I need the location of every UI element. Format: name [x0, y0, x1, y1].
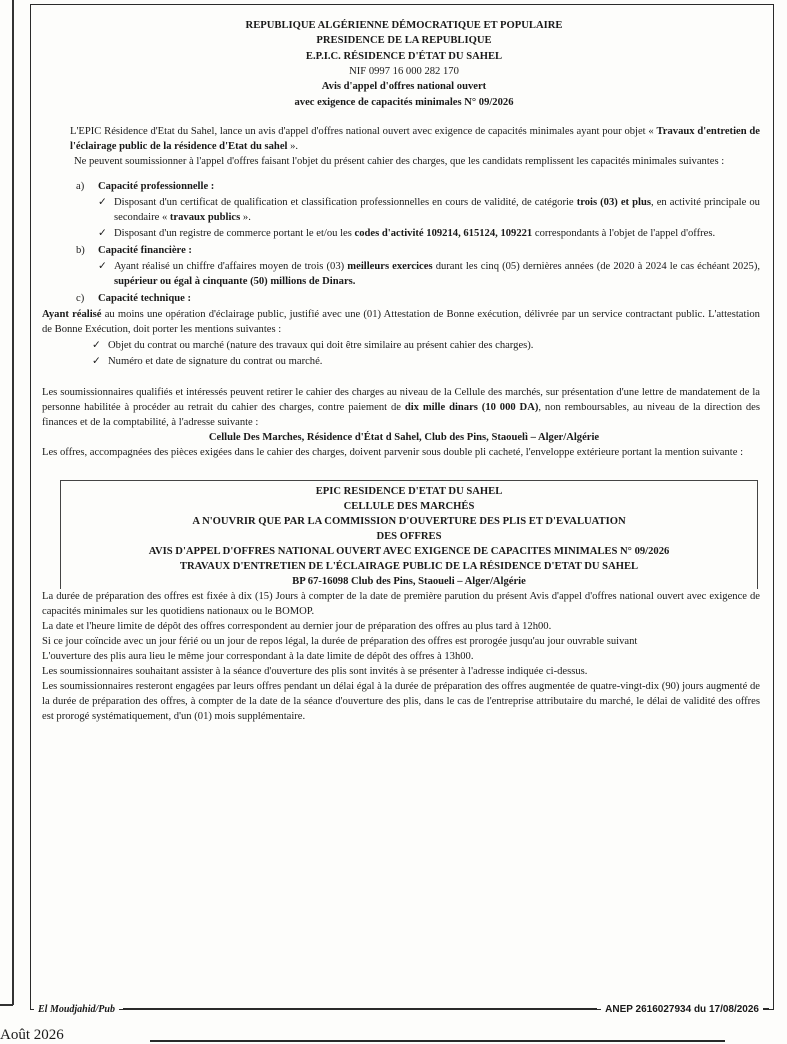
intro-close: ».	[287, 141, 299, 153]
intro-object: Travaux d'entretien de l'éclairage public de la résidence d'Etat du sahel	[70, 126, 761, 153]
envelope-mention-box	[60, 480, 758, 589]
envelope-line-4: DES OFFRES	[376, 530, 442, 542]
check-mark-icon: ✓	[92, 339, 101, 351]
section-a-item-2	[76, 226, 760, 241]
section-b-item-1	[76, 259, 760, 289]
envelope-line-1: EPIC RESIDENCE D'ETAT DU SAHEL	[315, 485, 503, 497]
c-lead: Ayant réalisé	[42, 308, 102, 320]
b1-period: durant les cinq (05) dernières années (de 2020 à 2024 le cas échéant 2025),	[432, 261, 760, 273]
section-c-item-1	[92, 338, 766, 353]
section-b-title: Capacité financière :	[98, 245, 192, 257]
check-mark-icon: ✓	[98, 197, 107, 209]
intro-paragraph	[42, 124, 766, 154]
footer-rule	[123, 1008, 597, 1010]
rule-attendance: Les soumissionnaires souhaitant assister à la séance d'ouverture des plis sont invités à se présenter à l'adresse indiquée ci-dessus.	[42, 666, 588, 678]
eligibility-paragraph: Ne peuvent soumissionner à l'appel d'offres faisant l'objet du présent cahier des charges, que les candidats remplissent les capacités minimales suivantes :	[74, 156, 725, 168]
withdrawal-fee: dix mille dinars (10 000 DA)	[404, 401, 539, 413]
page-bottom-rule	[150, 1040, 725, 1042]
b1-best-years: meilleurs exercices	[347, 261, 433, 273]
a2-text: Disposant d'un registre de commerce portant le et/ou les	[114, 228, 355, 240]
envelope-line-6: TRAVAUX D'ENTRETIEN DE L'ÉCLAIRAGE PUBLIC DE LA RÉSIDENCE D'ETAT DU SAHEL	[179, 560, 639, 572]
procedure-rules	[42, 589, 766, 724]
section-b-letter: b)	[76, 245, 85, 257]
a1-domain: travaux publics	[169, 212, 241, 224]
rule-opening: L'ouverture des plis aura lieu le même jour correspondant à la date limite de dépôt des offres à 13h00.	[42, 651, 474, 663]
a1-close: ».	[240, 212, 251, 224]
page-date: Août 2026	[0, 1027, 64, 1043]
header-presidence: PRESIDENCE DE LA REPUBLIQUE	[316, 35, 492, 47]
b1-amount: supérieur ou égal à cinquante (50) millions de Dinars.	[114, 276, 356, 288]
section-b	[76, 243, 760, 258]
rule-holiday: Si ce jour coïncide avec un jour férié ou un jour de repos légal, la durée de préparation des offres est prorogée jusqu'au jour ouvrable suivant	[42, 636, 638, 648]
a1-text: Disposant d'un certificat de qualification et classification professionnelles en cours de validité, de catégorie	[114, 197, 577, 209]
intro-text: L'EPIC Résidence d'Etat du Sahel, lance un avis d'appel d'offres national ouvert avec exigence de capacités minimales ayant pour objet «	[70, 126, 657, 138]
a2-codes: codes d'activité 109214, 615124, 109221	[354, 228, 533, 240]
section-c	[76, 291, 760, 306]
a2-close: correspondants à l'objet de l'appel d'offres.	[532, 228, 716, 240]
anep-reference: ANEP 2616027934 du 17/08/2026	[601, 1004, 763, 1015]
envelope-line-3: A N'OUVRIR QUE PAR LA COMMISSION D'OUVERTURE DES PLIS ET D'EVALUATION	[192, 515, 626, 527]
publisher-credit: El Moudjahid/Pub	[34, 1004, 119, 1015]
section-c-item-2-text: Numéro et date de signature du contrat ou marché.	[108, 355, 323, 367]
envelope-line-2: CELLULE DES MARCHÉS	[343, 500, 475, 512]
capacity-list	[42, 179, 766, 306]
header-avis-number: avec exigence de capacités minimales N° 09/2026	[294, 96, 514, 108]
left-column-rule-tick	[0, 1004, 13, 1006]
notice-footer	[34, 1002, 769, 1016]
tender-notice	[42, 18, 766, 724]
section-a	[76, 179, 760, 194]
section-a-item-1	[76, 195, 760, 225]
withdrawal-text: Les soumissionnaires qualifiés et intéressés peuvent retirer le cahier des charges au niveau de la Cellule des marchés, sur présentation d'une lettre de mandatement de la personne habilitée à procéder au retrait du cahier des charges, contre paiement de	[42, 386, 760, 413]
section-a-title: Capacité professionnelle :	[98, 181, 215, 193]
b1-text: Ayant réalisé un chiffre d'affaires moyen de trois (03)	[114, 261, 348, 273]
envelope-line-7: BP 67-16098 Club des Pins, Staoueli – Alger/Algérie	[292, 575, 526, 587]
c-body: au moins une opération d'éclairage public, justifié avec une (01) Attestation de Bonne exécution, délivrée par un service contractant public. L'attestation de Bonne Exécution, doit porter les mentions suivantes :	[42, 308, 760, 335]
a1-activity: , en activité principale ou secondaire «	[114, 197, 760, 224]
section-b-item-1-text	[114, 259, 760, 289]
envelope-line-5: AVIS D'APPEL D'OFFRES NATIONAL OUVERT AVEC EXIGENCE DE CAPACITES MINIMALES N° 09/2026	[148, 545, 670, 557]
section-c-letter: c)	[76, 293, 85, 305]
section-a-item-2-text	[114, 226, 760, 241]
header-nif: NIF 0997 16 000 282 170	[349, 66, 459, 78]
section-c-checks	[42, 338, 766, 369]
rule-duration: La durée de préparation des offres est fixée à dix (15) Jours à compter de la date de première parution du présent Avis d'appel d'offres national ouvert avec exigence de capacités minimales sur les quotidiens nationaux ou le BOMOP.	[42, 591, 760, 618]
withdrawal-address: Cellule Des Marches, Résidence d'État d Sahel, Club des Pins, Staouelì – Alger/Algérie	[208, 431, 600, 443]
section-c-item-2	[92, 354, 766, 369]
section-c-text	[42, 307, 766, 337]
section-c-title: Capacité technique :	[98, 293, 191, 305]
header-republic: REPUBLIQUE ALGÉRIENNE DÉMOCRATIQUE ET POPULAIRE	[245, 20, 563, 31]
rule-deadline: La date et l'heure limite de dépôt des offres correspondent au dernier jour de préparation des offres au plus tard à 12h00.	[42, 621, 552, 633]
section-c-item-1-text: Objet du contrat ou marché (nature des travaux qui doit être similaire au présent cahier des charges).	[108, 339, 534, 351]
rule-validity: Les soumissionnaires resteront engagées par leurs offres pendant un délai égal à la durée de préparation des offres augmentée de quatre-vingt-dix (90) jours augmenté de la durée de préparation des offres, à compter de la date de la séance d'ouverture des plis, dans le cas de l'entreprise attributaire du marché, le délai de validité des offres est prorogé systématiquement, d'un (01) mois supplémentaire.	[42, 681, 760, 723]
submission-paragraph: Les offres, accompagnées des pièces exigées dans le cahier des charges, doivent parvenir sous double pli cacheté, l'enveloppe extérieure portant la mention suivante :	[42, 446, 744, 458]
left-column-rule	[12, 0, 14, 1005]
withdrawal-close: , non remboursables, au niveau de la direction des finances et de la comptabilité, à l'adresse suivante :	[42, 401, 761, 428]
section-a-item-1-text	[114, 195, 760, 225]
a1-category: trois (03) et plus	[576, 197, 651, 209]
footer-rule-end	[763, 1008, 769, 1010]
check-mark-icon: ✓	[92, 355, 101, 367]
check-mark-icon: ✓	[98, 261, 107, 273]
withdrawal-paragraph	[42, 385, 766, 430]
header-avis: Avis d'appel d'offres national ouvert	[321, 81, 487, 93]
section-a-letter: a)	[76, 181, 85, 193]
notice-header	[42, 18, 766, 110]
header-epic: E.P.I.C. RÉSIDENCE D'ÉTAT DU SAHEL	[305, 50, 503, 62]
check-mark-icon: ✓	[98, 228, 107, 240]
